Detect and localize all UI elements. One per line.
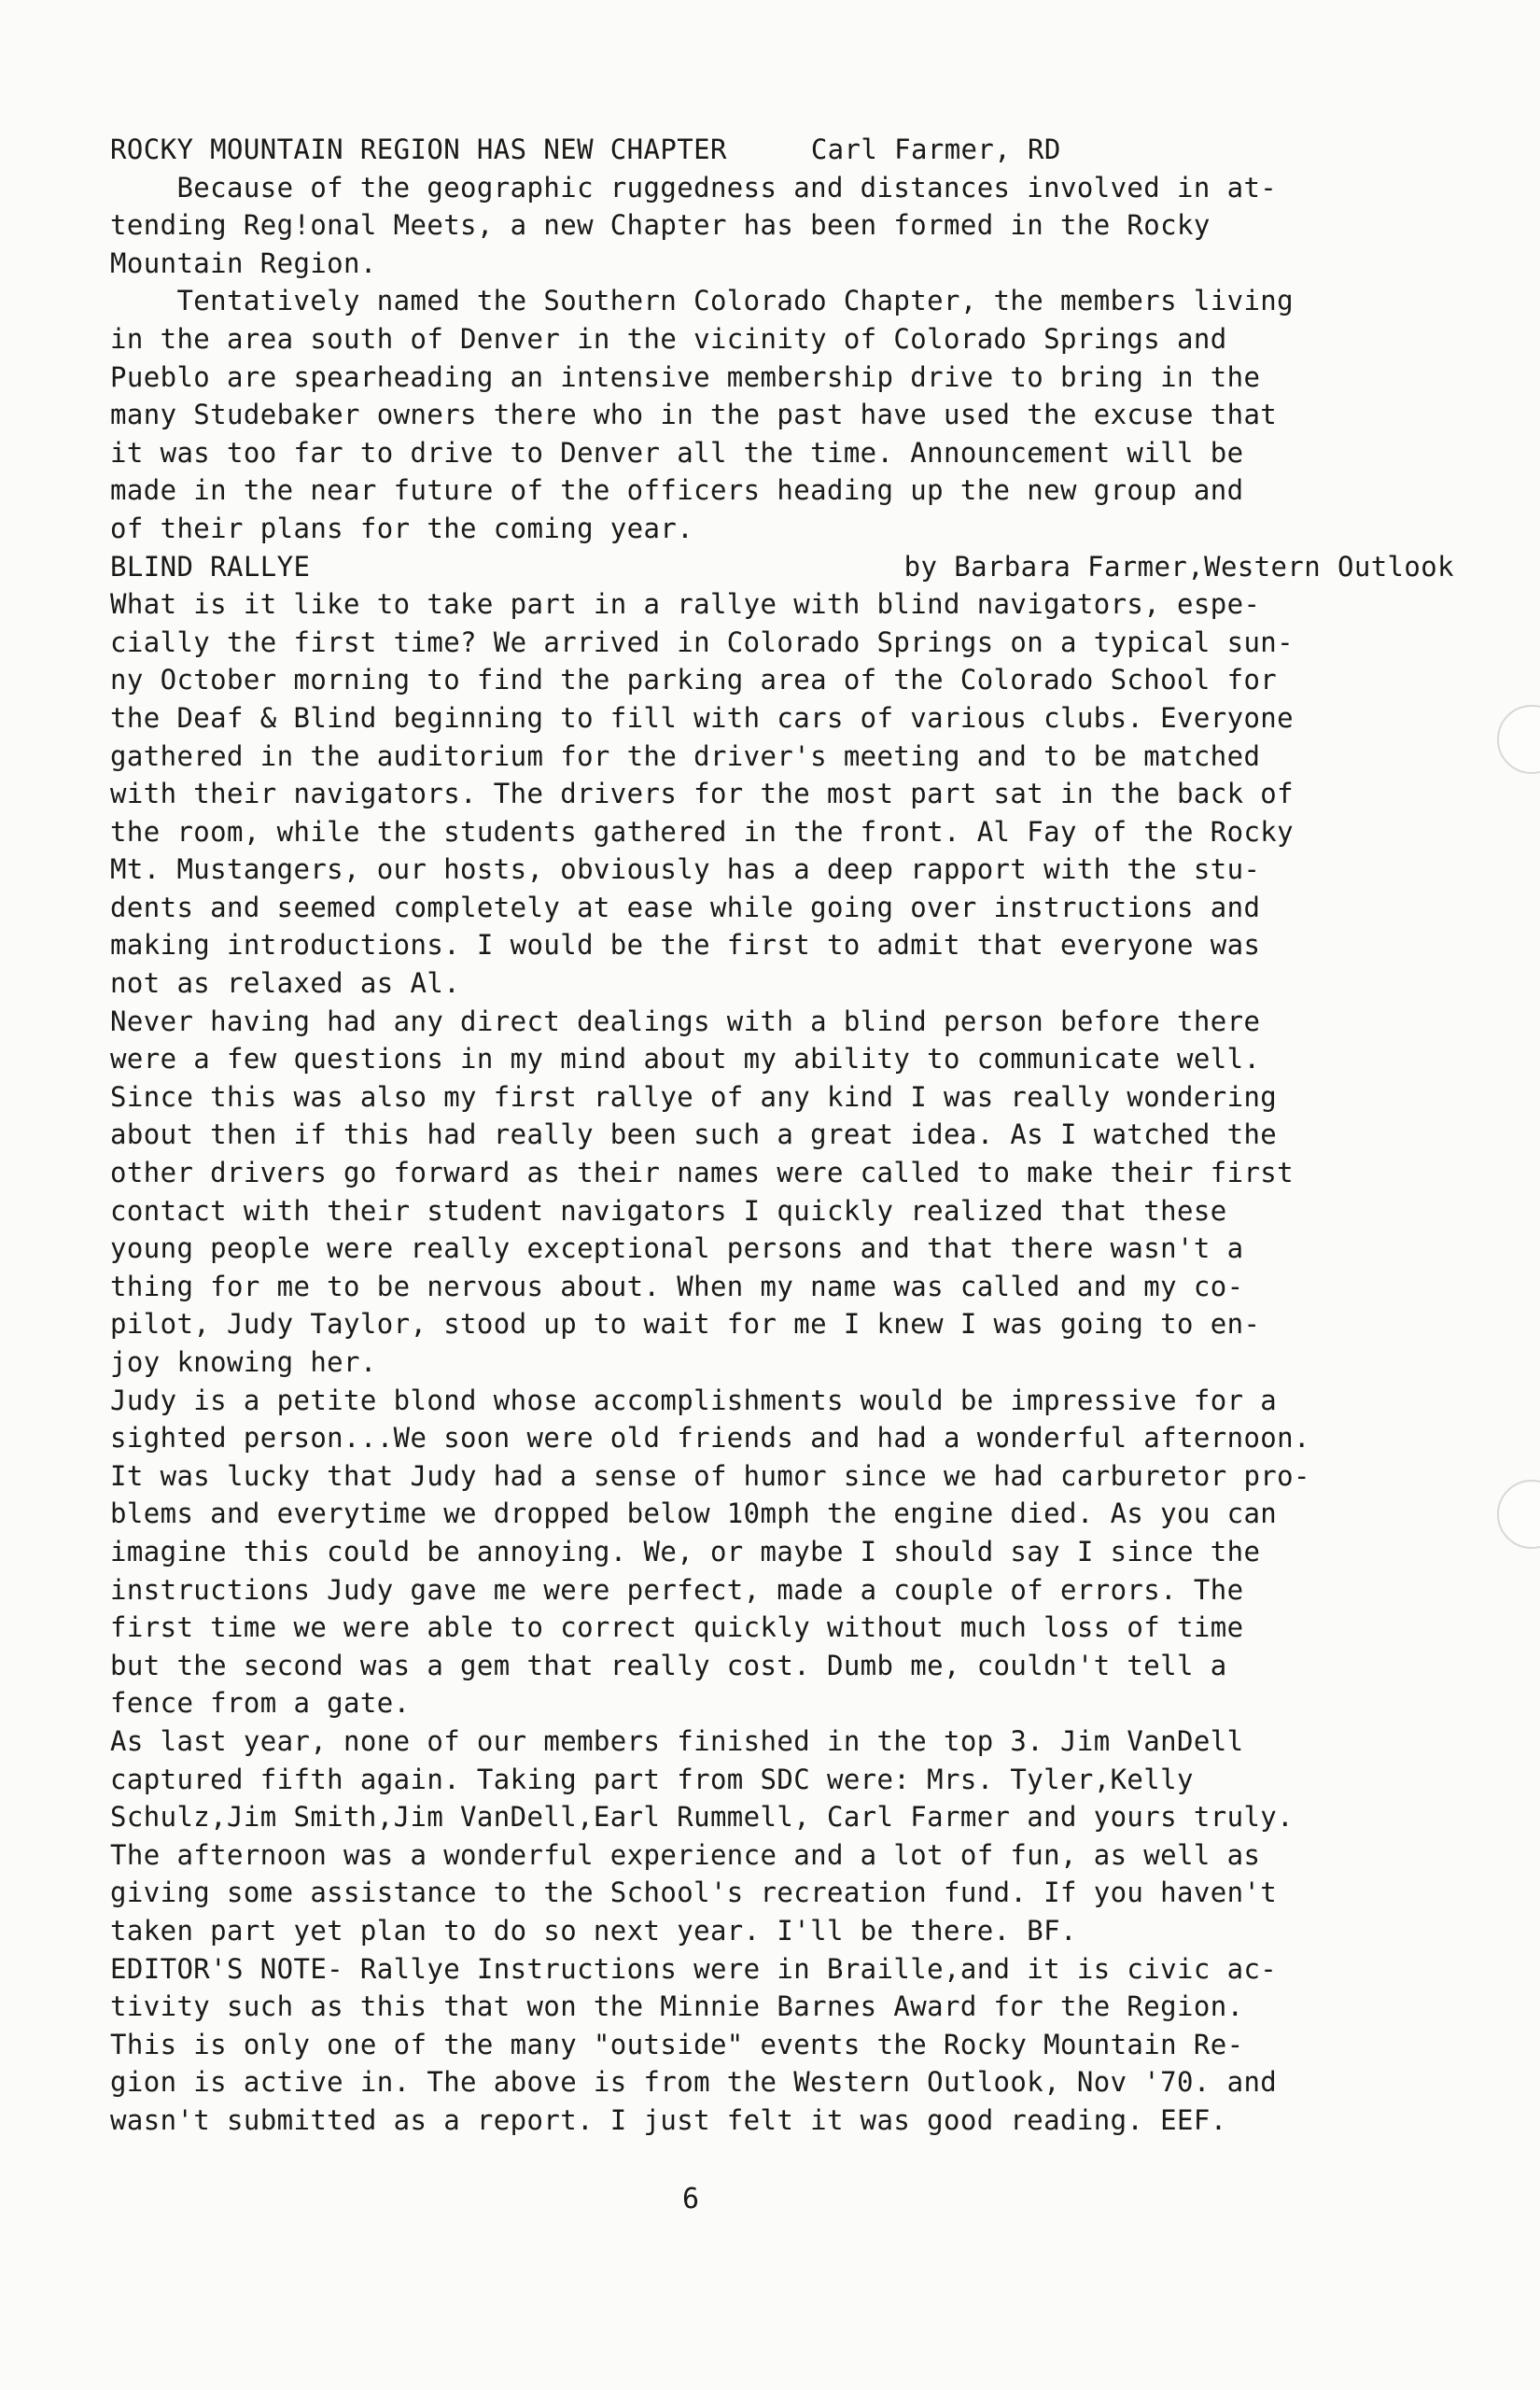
- text-line: EDITOR'S NOTE- Rallye Instructions were in Braille,and it is civic ac-: [110, 1952, 1278, 1985]
- text-line: Since this was also my first rallye of any kind I was really wondering: [110, 1080, 1278, 1113]
- text-line: it was too far to drive to Denver all the time. Announcement will be: [110, 436, 1244, 469]
- binder-hole: [1497, 1480, 1540, 1549]
- text-line: ny October morning to find the parking area of the Colorado School for: [110, 664, 1278, 696]
- text-line: gion is active in. The above is from the Western Outlook, Nov '70. and: [110, 2066, 1278, 2099]
- text-line: contact with their student navigators I quickly realized that these: [110, 1194, 1227, 1227]
- text-line: This is only one of the many "outside" events the Rocky Mountain Re-: [110, 2028, 1244, 2060]
- text-line: making introductions. I would be the first to admit that everyone was: [110, 929, 1261, 962]
- text-line: fence from a gate.: [110, 1687, 411, 1720]
- text-line: captured fifth again. Taking part from SDC were: Mrs. Tyler,Kelly: [110, 1763, 1194, 1795]
- text-line: The afternoon was a wonderful experience and a lot of fun, as well as: [110, 1838, 1261, 1871]
- text-line: tending Reg!onal Meets, a new Chapter has been formed in the Rocky: [110, 209, 1211, 242]
- text-line: tivity such as this that won the Minnie Barnes Award for the Region.: [110, 1990, 1244, 2023]
- text-line: What is it like to take part in a rallye with blind navigators, espe-: [110, 588, 1261, 621]
- article2-body: [110, 585, 1454, 2139]
- text-line: blems and everytime we dropped below 10mph the engine died. As you can: [110, 1497, 1278, 1530]
- binder-hole: [1497, 705, 1540, 774]
- text-line: Mountain Region.: [110, 246, 377, 279]
- text-line: in the area south of Denver in the vicinity of Colorado Springs and: [110, 322, 1227, 355]
- text-line: of their plans for the coming year.: [110, 512, 694, 544]
- text-line: gathered in the auditorium for the driver's meeting and to be matched: [110, 739, 1261, 772]
- text-line: Tentatively named the Southern Colorado Chapter, the members living: [110, 285, 1295, 317]
- text-line: sighted person...We soon were old friends and had a wonderful afternoon.: [110, 1422, 1310, 1455]
- article1-body: [110, 169, 1454, 548]
- text-line: Pueblo are spearheading an intensive membership drive to bring in the: [110, 360, 1261, 393]
- article1-heading: [110, 131, 1454, 169]
- newsletter-page: [110, 131, 1454, 2139]
- text-line: cially the first time? We arrived in Colorado Springs on a typical sun-: [110, 626, 1295, 658]
- page-number: 6: [681, 2183, 700, 2215]
- article1-byline: Carl Farmer, RD: [810, 134, 1061, 165]
- text-line: the Deaf & Blind beginning to fill with cars of various clubs. Everyone: [110, 701, 1295, 734]
- text-line: many Studebaker owners there who in the past have used the excuse that: [110, 399, 1278, 431]
- text-line: with their navigators. The drivers for the most part sat in the back of: [110, 778, 1295, 810]
- text-line: were a few questions in my mind about my ability to communicate well.: [110, 1043, 1261, 1076]
- text-line: young people were really exceptional persons and that there wasn't a: [110, 1232, 1244, 1265]
- text-line: Judy is a petite blond whose accomplishments would be impressive for a: [110, 1384, 1278, 1416]
- text-line: other drivers go forward as their names were called to make their first: [110, 1157, 1295, 1189]
- text-line: not as relaxed as Al.: [110, 967, 461, 1000]
- text-line: It was lucky that Judy had a sense of humor since we had carburetor pro-: [110, 1459, 1310, 1492]
- article2-heading: [110, 548, 1454, 586]
- text-line: imagine this could be annoying. We, or maybe I should say I since the: [110, 1535, 1261, 1568]
- text-line: Schulz,Jim Smith,Jim VanDell,Earl Rummell, Carl Farmer and yours truly.: [110, 1801, 1295, 1834]
- text-line: the room, while the students gathered in the front. Al Fay of the Rocky: [110, 815, 1295, 848]
- text-line: Never having had any direct dealings with a blind person before there: [110, 1005, 1261, 1037]
- text-line: pilot, Judy Taylor, stood up to wait for me I knew I was going to en-: [110, 1308, 1261, 1341]
- text-line: first time we were able to correct quickly without much loss of time: [110, 1611, 1244, 1644]
- text-line: As last year, none of our members finished in the top 3. Jim VanDell: [110, 1724, 1244, 1757]
- text-line: dents and seemed completely at ease while going over instructions and: [110, 891, 1261, 923]
- text-line: instructions Judy gave me were perfect, made a couple of errors. The: [110, 1573, 1244, 1606]
- text-line: giving some assistance to the School's recreation fund. If you haven't: [110, 1877, 1278, 1909]
- article2-byline: by Barbara Farmer,Western Outlook: [903, 550, 1454, 583]
- text-line: but the second was a gem that really cost. Dumb me, couldn't tell a: [110, 1649, 1227, 1681]
- text-line: Because of the geographic ruggedness and distances involved in at-: [110, 171, 1278, 204]
- text-line: wasn't submitted as a report. I just felt it was good reading. EEF.: [110, 2103, 1227, 2136]
- text-line: thing for me to be nervous about. When my name was called and my co-: [110, 1270, 1244, 1302]
- article2-title: BLIND RALLYE: [110, 550, 311, 583]
- text-line: taken part yet plan to do so next year. I'll be there. BF.: [110, 1914, 1077, 1947]
- text-line: made in the near future of the officers heading up the new group and: [110, 474, 1244, 507]
- text-line: about then if this had really been such a great idea. As I watched the: [110, 1118, 1278, 1151]
- text-line: joy knowing her.: [110, 1346, 377, 1378]
- article1-title: ROCKY MOUNTAIN REGION HAS NEW CHAPTER: [110, 134, 727, 165]
- text-line: Mt. Mustangers, our hosts, obviously has a deep rapport with the stu-: [110, 853, 1261, 886]
